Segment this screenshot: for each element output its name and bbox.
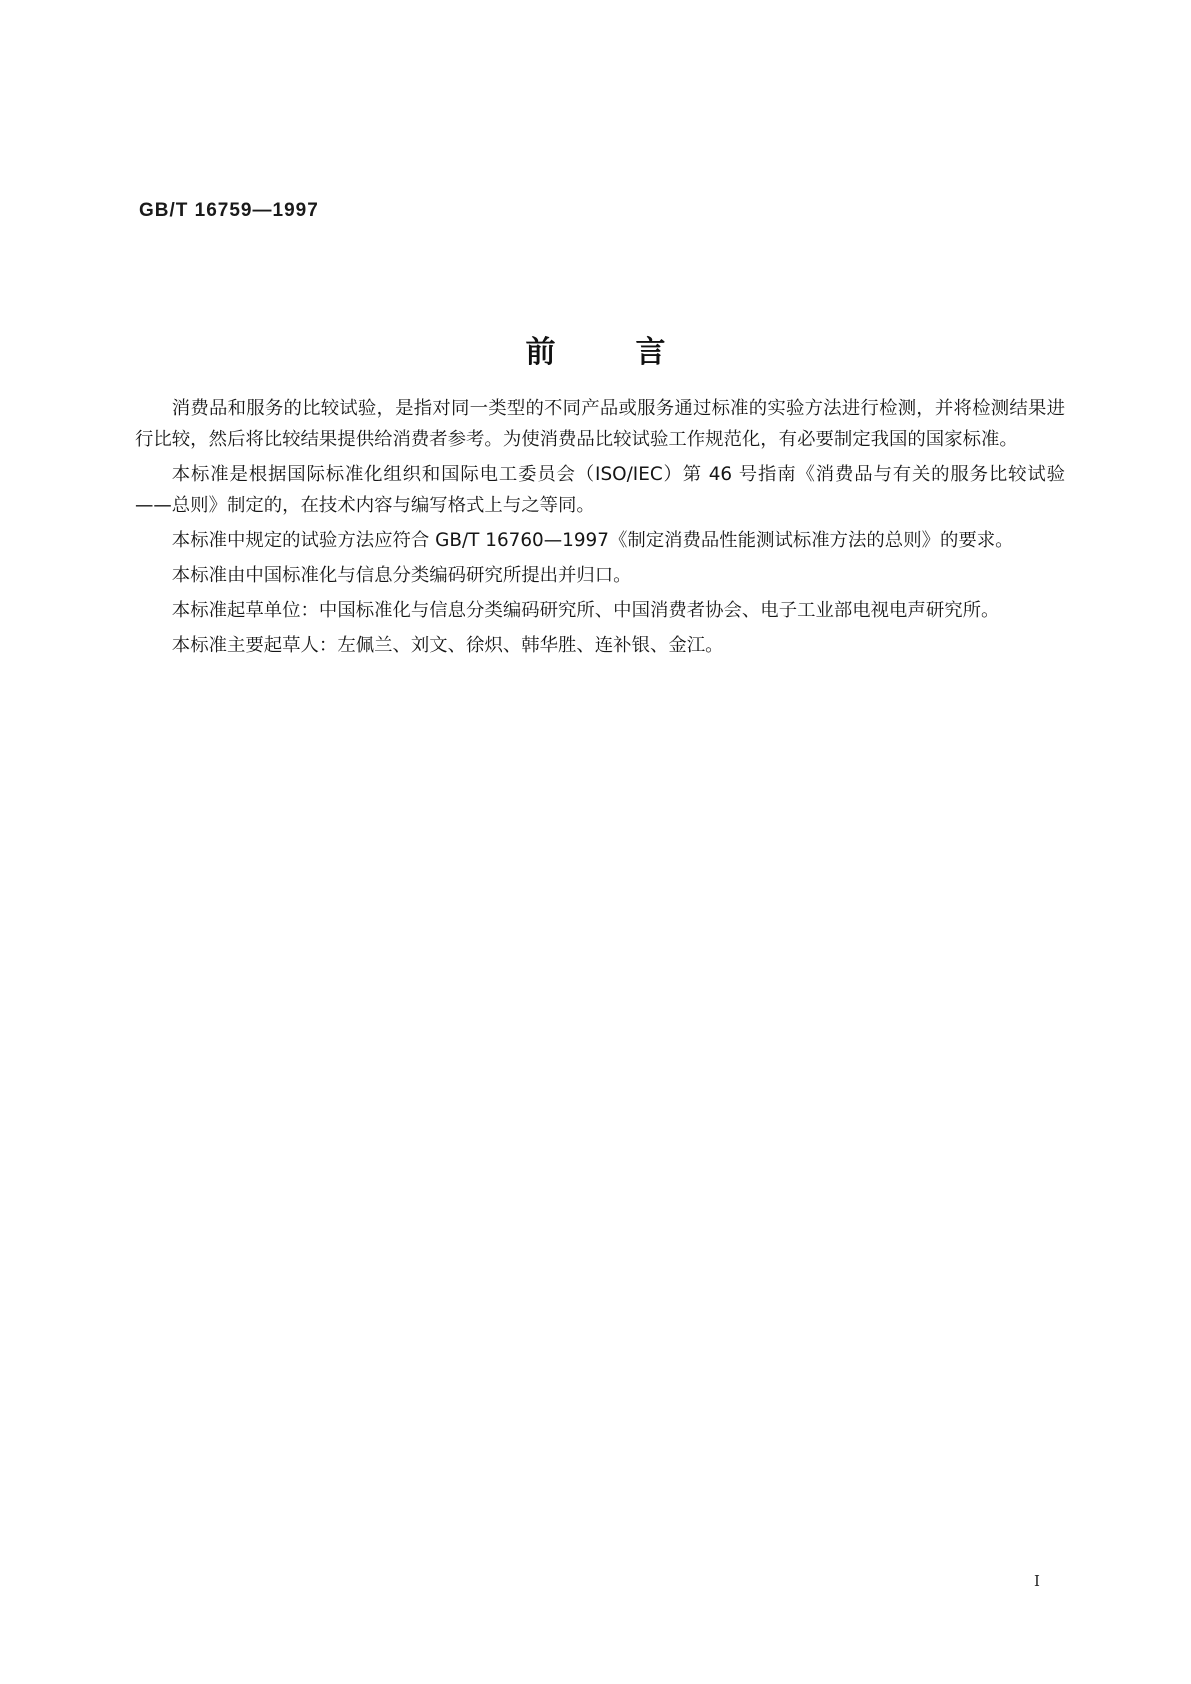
page-number: I (1034, 1572, 1040, 1590)
page-title: 前言 (525, 335, 746, 370)
paragraph-iso-iec-guide: 本标准是根据国际标准化组织和国际电工委员会（ISO/IEC）第 46 号指南《消费品与有关的服务比较试验——总则》制定的，在技术内容与编写格式上与之等同。 (135, 464, 1065, 516)
standard-code: GB/T 16759—1997 (139, 200, 319, 221)
paragraph-drafting-units: 本标准起草单位：中国标准化与信息分类编码研究所、中国消费者协会、电子工业部电视电声研究所。 (171, 600, 1000, 621)
paragraph-test-method: 本标准中规定的试验方法应符合 GB/T 16760—1997《制定消费品性能测试标准方法的总则》的要求。 (171, 530, 1014, 551)
foreword-body (135, 393, 1065, 665)
paragraph-drafters: 本标准主要起草人：左佩兰、刘文、徐炽、韩华胜、连补银、金江。 (171, 635, 724, 656)
paragraph-proposer: 本标准由中国标准化与信息分类编码研究所提出并归口。 (171, 565, 632, 586)
paragraph-comparative-testing: 消费品和服务的比较试验，是指对同一类型的不同产品或服务通过标准的实验方法进行检测，并将检测结果进行比较，然后将比较结果提供给消费者参考。为使消费品比较试验工作规范化，有必要制定我国的国家标准。 (135, 398, 1065, 450)
